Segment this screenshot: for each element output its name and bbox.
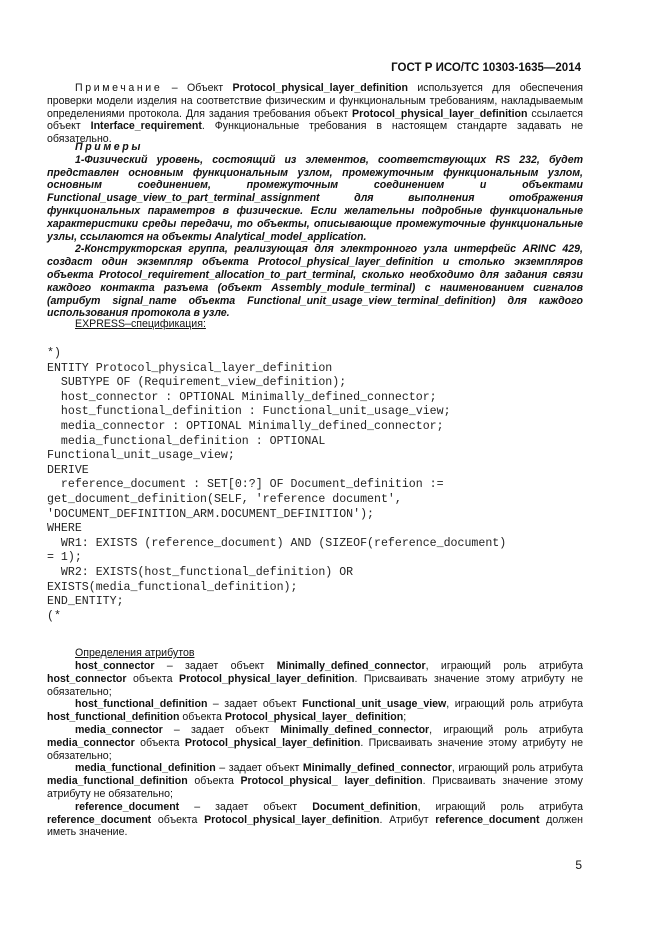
definition-reference-document: reference_document – задает объект Document_definition, играющий роль атрибута reference_document объекта Protocol_physical_layer_definition. Атрибут reference_document должен иметь значение.: [47, 800, 584, 839]
examples-section: [47, 141, 583, 320]
definition-host-functional-definition: host_functional_definition – задает объект Functional_unit_usage_view, играющий роль атрибута host_functional_definition объекта Protocol_physical_layer_ definition;: [47, 698, 583, 724]
entity-ref: Interface_requirement: [90, 120, 202, 133]
attribute-definitions: [47, 660, 583, 839]
note-label: Примечание: [75, 82, 163, 94]
page-number: 5: [575, 858, 582, 872]
definition-media-connector: media_connector – задает объект Minimally_defined_connector, играющий роль атрибута media_connector объекта Protocol_physical_layer_definition. Присваивать значение этому атрибуту не обязательно;: [47, 723, 583, 762]
definition-media-functional-definition: media_functional_definition – задает объект Minimally_defined_connector, играющий роль атрибута media_functional_definition объекта Protocol_physical_ layer_definition. Присваивать значение этому атрибуту не обязательно;: [47, 762, 583, 800]
note-paragraph: Примечание – Объект Protocol_physical_layer_definition используется для обеспечения проверки модели изделия на соответствие физическим и функциональным требованиям, накладываемым определениями протокола. Для задания требования объект Protocol_physical_layer_definition ссылается объект Interface_requirement. Функциональные требования в настоящем стандарте задавать не обязательно.: [47, 82, 583, 146]
express-code-block: *) ENTITY Protocol_physical_layer_definition SUBTYPE OF (Requirement_view_definition); host_connector : OPTIONAL Minimally_defined_connector; host_functional_definition : Functional_unit_usage_view; media_connector : OPTIONAL Minimally_defined_connector; media_functional_definition : OPTIONAL Functional_unit_usage_view; DERIVE reference_document : SET[0:?] OF Document_definition := get_document_definition(SELF, 'reference document', 'DOCUMENT_DEFINITION_ARM.DOCUMENT_DEFINITION'); WHERE WR1: EXISTS (reference_document) AND (SIZEOF(reference_document) = 1); WR2: EXISTS(host_functional_definition) OR EXISTS(media_functional_definition); END_ENTITY; (*: [47, 347, 507, 623]
attribute-definitions-title: Определения атрибутов: [75, 647, 195, 659]
examples-label: Примеры: [75, 141, 144, 153]
definition-host-connector: host_connector – задает объект Minimally_defined_connector, играющий роль атрибута host_connector объекта Protocol_physical_layer_definition. Присваивать значение этому атрибуту не обязательно;: [47, 660, 583, 698]
example-2: 2-Конструкторская группа, реализующая для электронного узла интерфейс ARINC 429, создаст один экземпляр объекта Protocol_physical_layer_definition и столько экземпляров объекта Protocol_requirement_allocation_to_part_terminal, сколько необходимо для задания связи каждого контакта разъема (объект Assembly_module_terminal) с наименованием сигналов (атрибут signal_name объекта Functional_unit_usage_view_terminal_definition) для каждого использования протокола в узле.: [47, 243, 583, 320]
entity-ref: Protocol_physical_layer_definition: [232, 82, 408, 94]
example-1: 1-Физический уровень, состоящий из элементов, соответствующих RS 232, будет представлен основным функциональным узлом, промежуточным функциональным узлом, основным соединением, промежуточным соединением и объектами Functional_usage_view_to_part_terminal_assignment для выполнения отображения функциональных параметров в физические. Если желательны подробные функциональные характеристики среды передачи, то объекты, описывающие промежуточные функциональные узлы, ссылаются на объекты Analytical_model_application.: [47, 153, 583, 243]
document-header: ГОСТ Р ИСО/ТС 10303-1635—2014: [391, 62, 581, 74]
entity-ref: Protocol_physical_layer_definition: [352, 107, 528, 120]
express-spec-label: EXPRESS–спецификация:: [75, 318, 206, 330]
